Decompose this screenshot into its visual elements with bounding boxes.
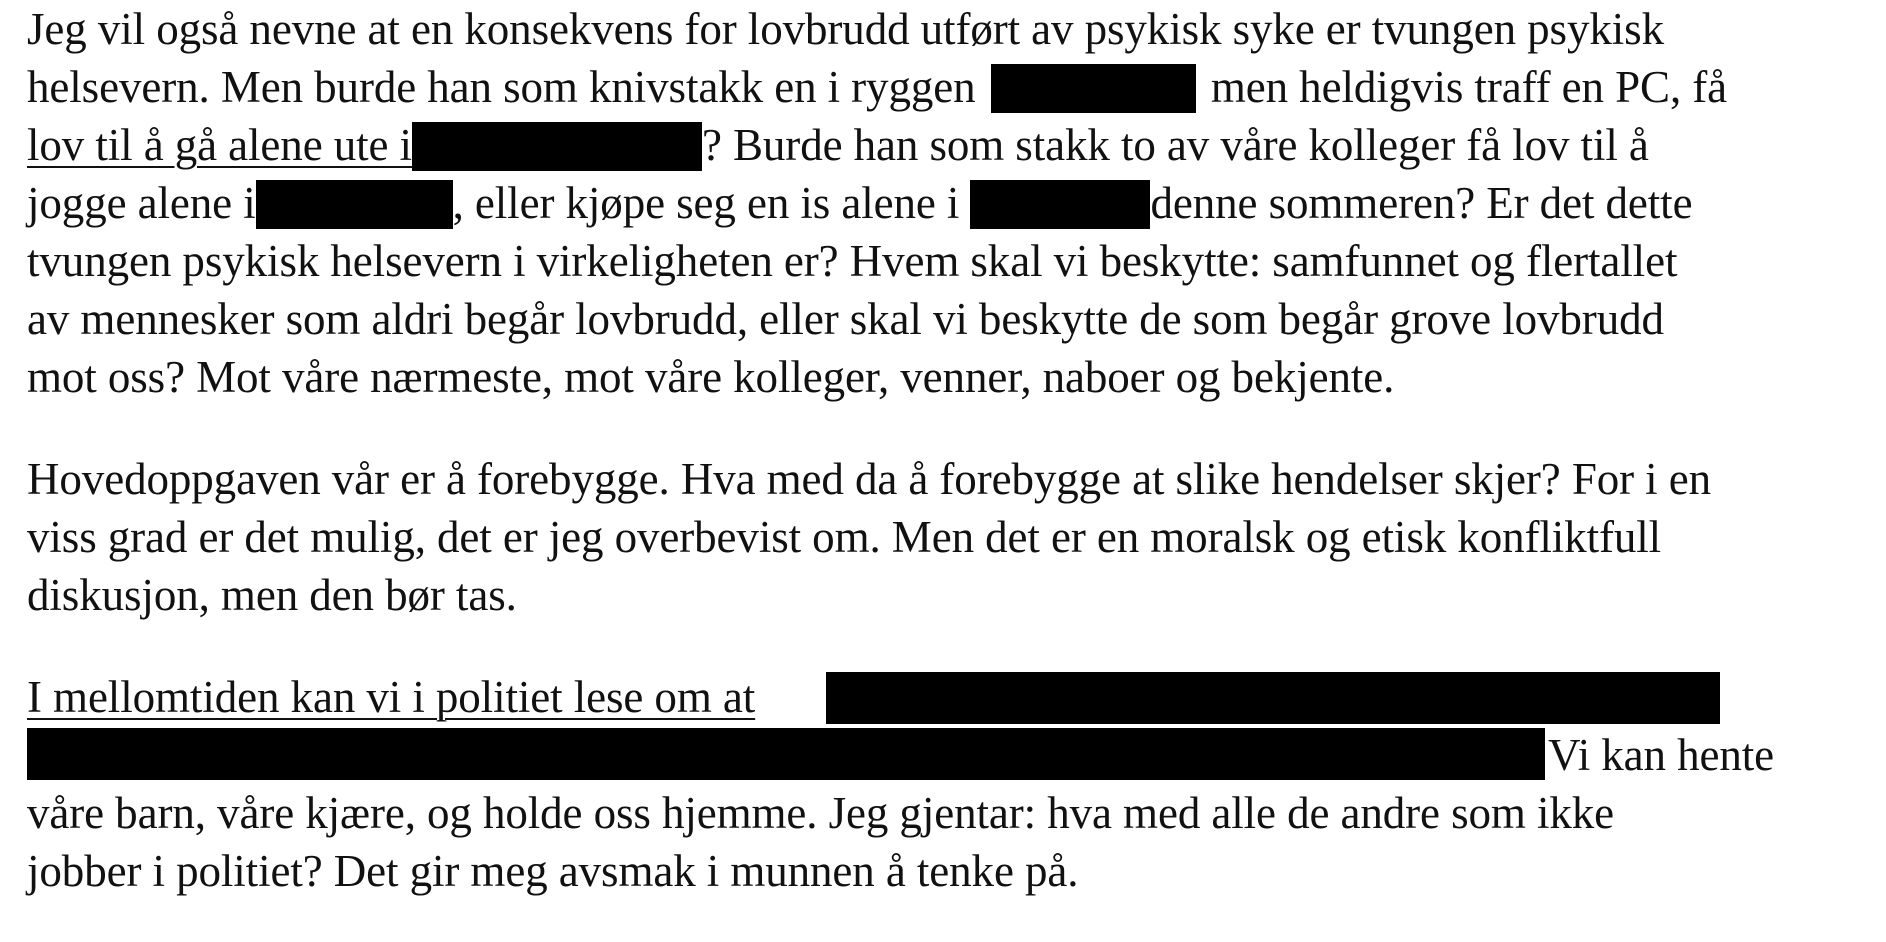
text: viss grad er det mulig, det er jeg overbevist om. Men det er en moralsk og etisk konfliktfull [27, 512, 1662, 562]
text: men heldigvis traff en PC, få [1210, 62, 1728, 112]
redaction-box [27, 728, 1545, 780]
paragraph-3-line-4 [27, 842, 1078, 900]
redaction-box [970, 180, 1150, 229]
paragraph-1-line-3 [27, 116, 1649, 174]
redaction-box [826, 672, 1720, 724]
paragraph-1-line-7 [27, 348, 1394, 406]
paragraph-2-line-1 [27, 450, 1711, 508]
redaction-box [412, 122, 702, 171]
paragraph-1-line-2 [27, 58, 1727, 116]
text: lov til å gå alene ute i [27, 120, 412, 170]
text: Hovedoppgaven vår er å forebygge. Hva med da å forebygge at slike hendelser skjer? For i en [27, 454, 1712, 504]
text: ? Burde han som stakk to av våre kolleger få lov til å [701, 120, 1649, 170]
text: våre barn, våre kjære, og holde oss hjemme. Jeg gjentar: hva med alle de andre som ikke [27, 788, 1615, 838]
paragraph-1-line-4 [27, 174, 1692, 232]
redaction-box [991, 64, 1196, 113]
paragraph-1-line-6 [27, 290, 1664, 348]
text: av mennesker som aldri begår lovbrudd, eller skal vi beskytte de som begår grove lovbrudd [27, 294, 1664, 344]
text: mot oss? Mot våre nærmeste, mot våre kolleger, venner, naboer og bekjente. [27, 352, 1395, 402]
text: denne sommeren? Er det dette [1150, 178, 1693, 228]
text: diskusjon, men den bør tas. [27, 570, 517, 620]
text: tvungen psykisk helsevern i virkeligheten er? Hvem skal vi beskytte: samfunnet og flertallet [27, 236, 1678, 286]
text: jobber i politiet? Det gir meg avsmak i munnen å tenke på. [27, 846, 1079, 896]
paragraph-1-line-5 [27, 232, 1677, 290]
paragraph-2-line-2 [27, 508, 1661, 566]
text: jogge alene i [27, 178, 256, 228]
text: Vi kan hente [1548, 730, 1775, 780]
paragraph-3-line-3 [27, 784, 1614, 842]
text: helsevern. Men burde han som knivstakk en i ryggen [27, 62, 976, 112]
paragraph-1-line-1 [27, 0, 1664, 58]
paragraph-2-line-3 [27, 566, 517, 624]
redaction-box [256, 180, 453, 229]
paragraph-3-line-1 [27, 668, 755, 726]
text: Jeg vil også nevne at en konsekvens for lovbrudd utført av psykisk syke er tvungen psykisk [27, 4, 1664, 54]
paragraph-3-line-2 [1548, 726, 1774, 784]
text: I mellomtiden kan vi i politiet lese om at [27, 672, 756, 722]
text: , eller kjøpe seg en is alene i [452, 178, 960, 228]
